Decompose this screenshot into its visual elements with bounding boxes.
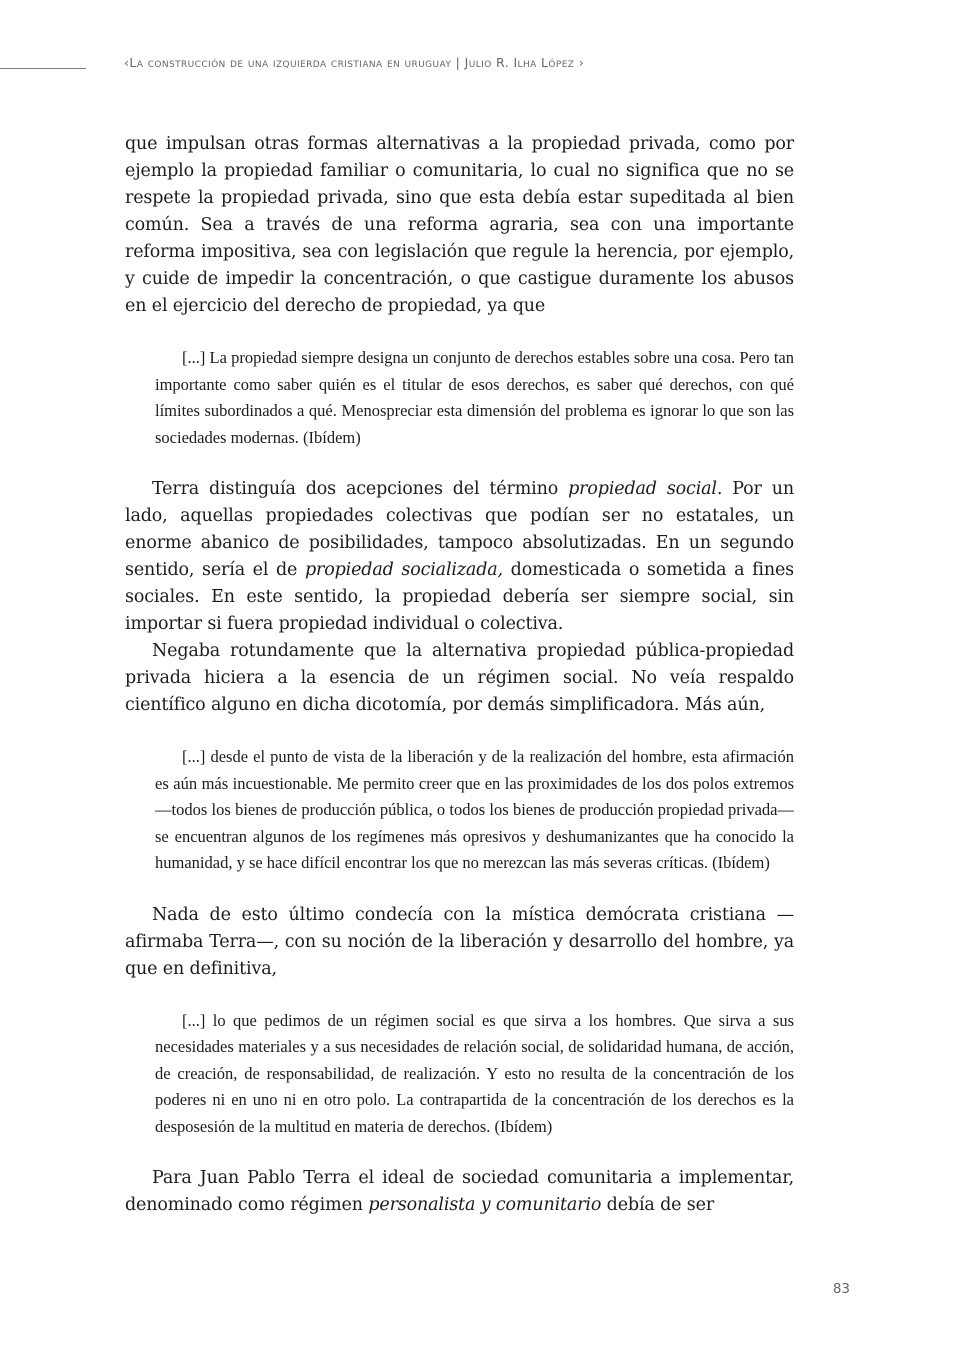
header-rule [0, 68, 86, 69]
italic-term: propiedad socializada, [304, 560, 503, 580]
text-run: Terra distinguía dos acepciones del término [152, 479, 569, 499]
block-quote: [...] La propiedad siempre designa un conjunto de derechos estables sobre una cosa. Pero tan importante como saber quién es el titular de esos derechos, es saber qué derechos, con qué límites subordinados a qué. Menospreciar esta dimensión del problema es ignorar lo que son las sociedades modernas. (Ibídem) [155, 348, 794, 447]
italic-term: propiedad social [568, 479, 717, 499]
body-paragraph: Negaba rotundamente que la alternativa propiedad pública-propiedad privada hiciera a la esencia de un régimen social. No veía respaldo científico alguno en dicha dicotomía, por demás simplificadora. Más aún, [125, 641, 794, 715]
text-run: domesticada o sometida a fines sociales. En este sentido, la propiedad debería ser siempre social, sin importar si fuera propiedad individual o colectiva. [125, 560, 794, 634]
body-paragraph: Nada de esto último condecía con la mística demócrata cristiana —afirmaba Terra—, con su noción de la liberación y desarrollo del hombre, ya que en definitiva, [125, 904, 794, 979]
italic-term: personalista y comunitario [368, 1195, 602, 1215]
body-paragraph [125, 1165, 794, 1219]
page-body [125, 131, 794, 1219]
body-paragraph: que impulsan otras formas alternativas a la propiedad privada, como por ejemplo la propiedad familiar o comunitaria, lo cual no significa que no se respete la propiedad privada, sino que esta debía estar supeditada al bien común. Sea a través de una reforma agraria, sea con una importante reforma impositiva, sea con legislación que regule la herencia, por ejemplo, y cuide de impedir la concentración, o que castigue duramente los abusos en el ejercicio del derecho de propiedad, ya que [125, 134, 794, 316]
text-run: . Por un lado, aquellas propiedades colectivas que podían ser no estatales, un enorme abanico de posibilidades, tampoco absolutizadas. En un segundo sentido, sería el de [125, 479, 794, 580]
text-run: debía de ser [601, 1195, 715, 1215]
text-run: Para Juan Pablo Terra el ideal de sociedad comunitaria a implementar, denominado como régimen [125, 1168, 794, 1215]
page-number: 83 [832, 1281, 850, 1297]
block-quote: [...] desde el punto de vista de la liberación y de la realización del hombre, esta afirmación es aún más incuestionable. Me permito creer que en las proximidades de los dos polos extremos —todos los bienes de producción pública, o todos los bienes de producción propiedad privada— se encuentran algunos de los regímenes más opresivos y deshumanizantes que ha conocido la humanidad, y se hace difícil encontrar los que no merezcan las más severas críticas. (Ibídem) [155, 747, 794, 872]
block-quote: [...] lo que pedimos de un régimen social es que sirva a los hombres. Que sirva a sus necesidades materiales y a sus necesidades de relación social, de solidaridad humana, de acción, de creación, de responsabilidad, de realización. Y esto no resulta de la concentración de los poderes ni en uno ni en otro polo. La contrapartida de la concentración de los derechos es la desposesión de la multitud en materia de derechos. (Ibídem) [155, 1010, 794, 1136]
running-head: ‹La construcción de una izquierda cristiana en uruguay | Julio R. Ilha López › [124, 55, 585, 70]
body-paragraph [125, 476, 794, 638]
